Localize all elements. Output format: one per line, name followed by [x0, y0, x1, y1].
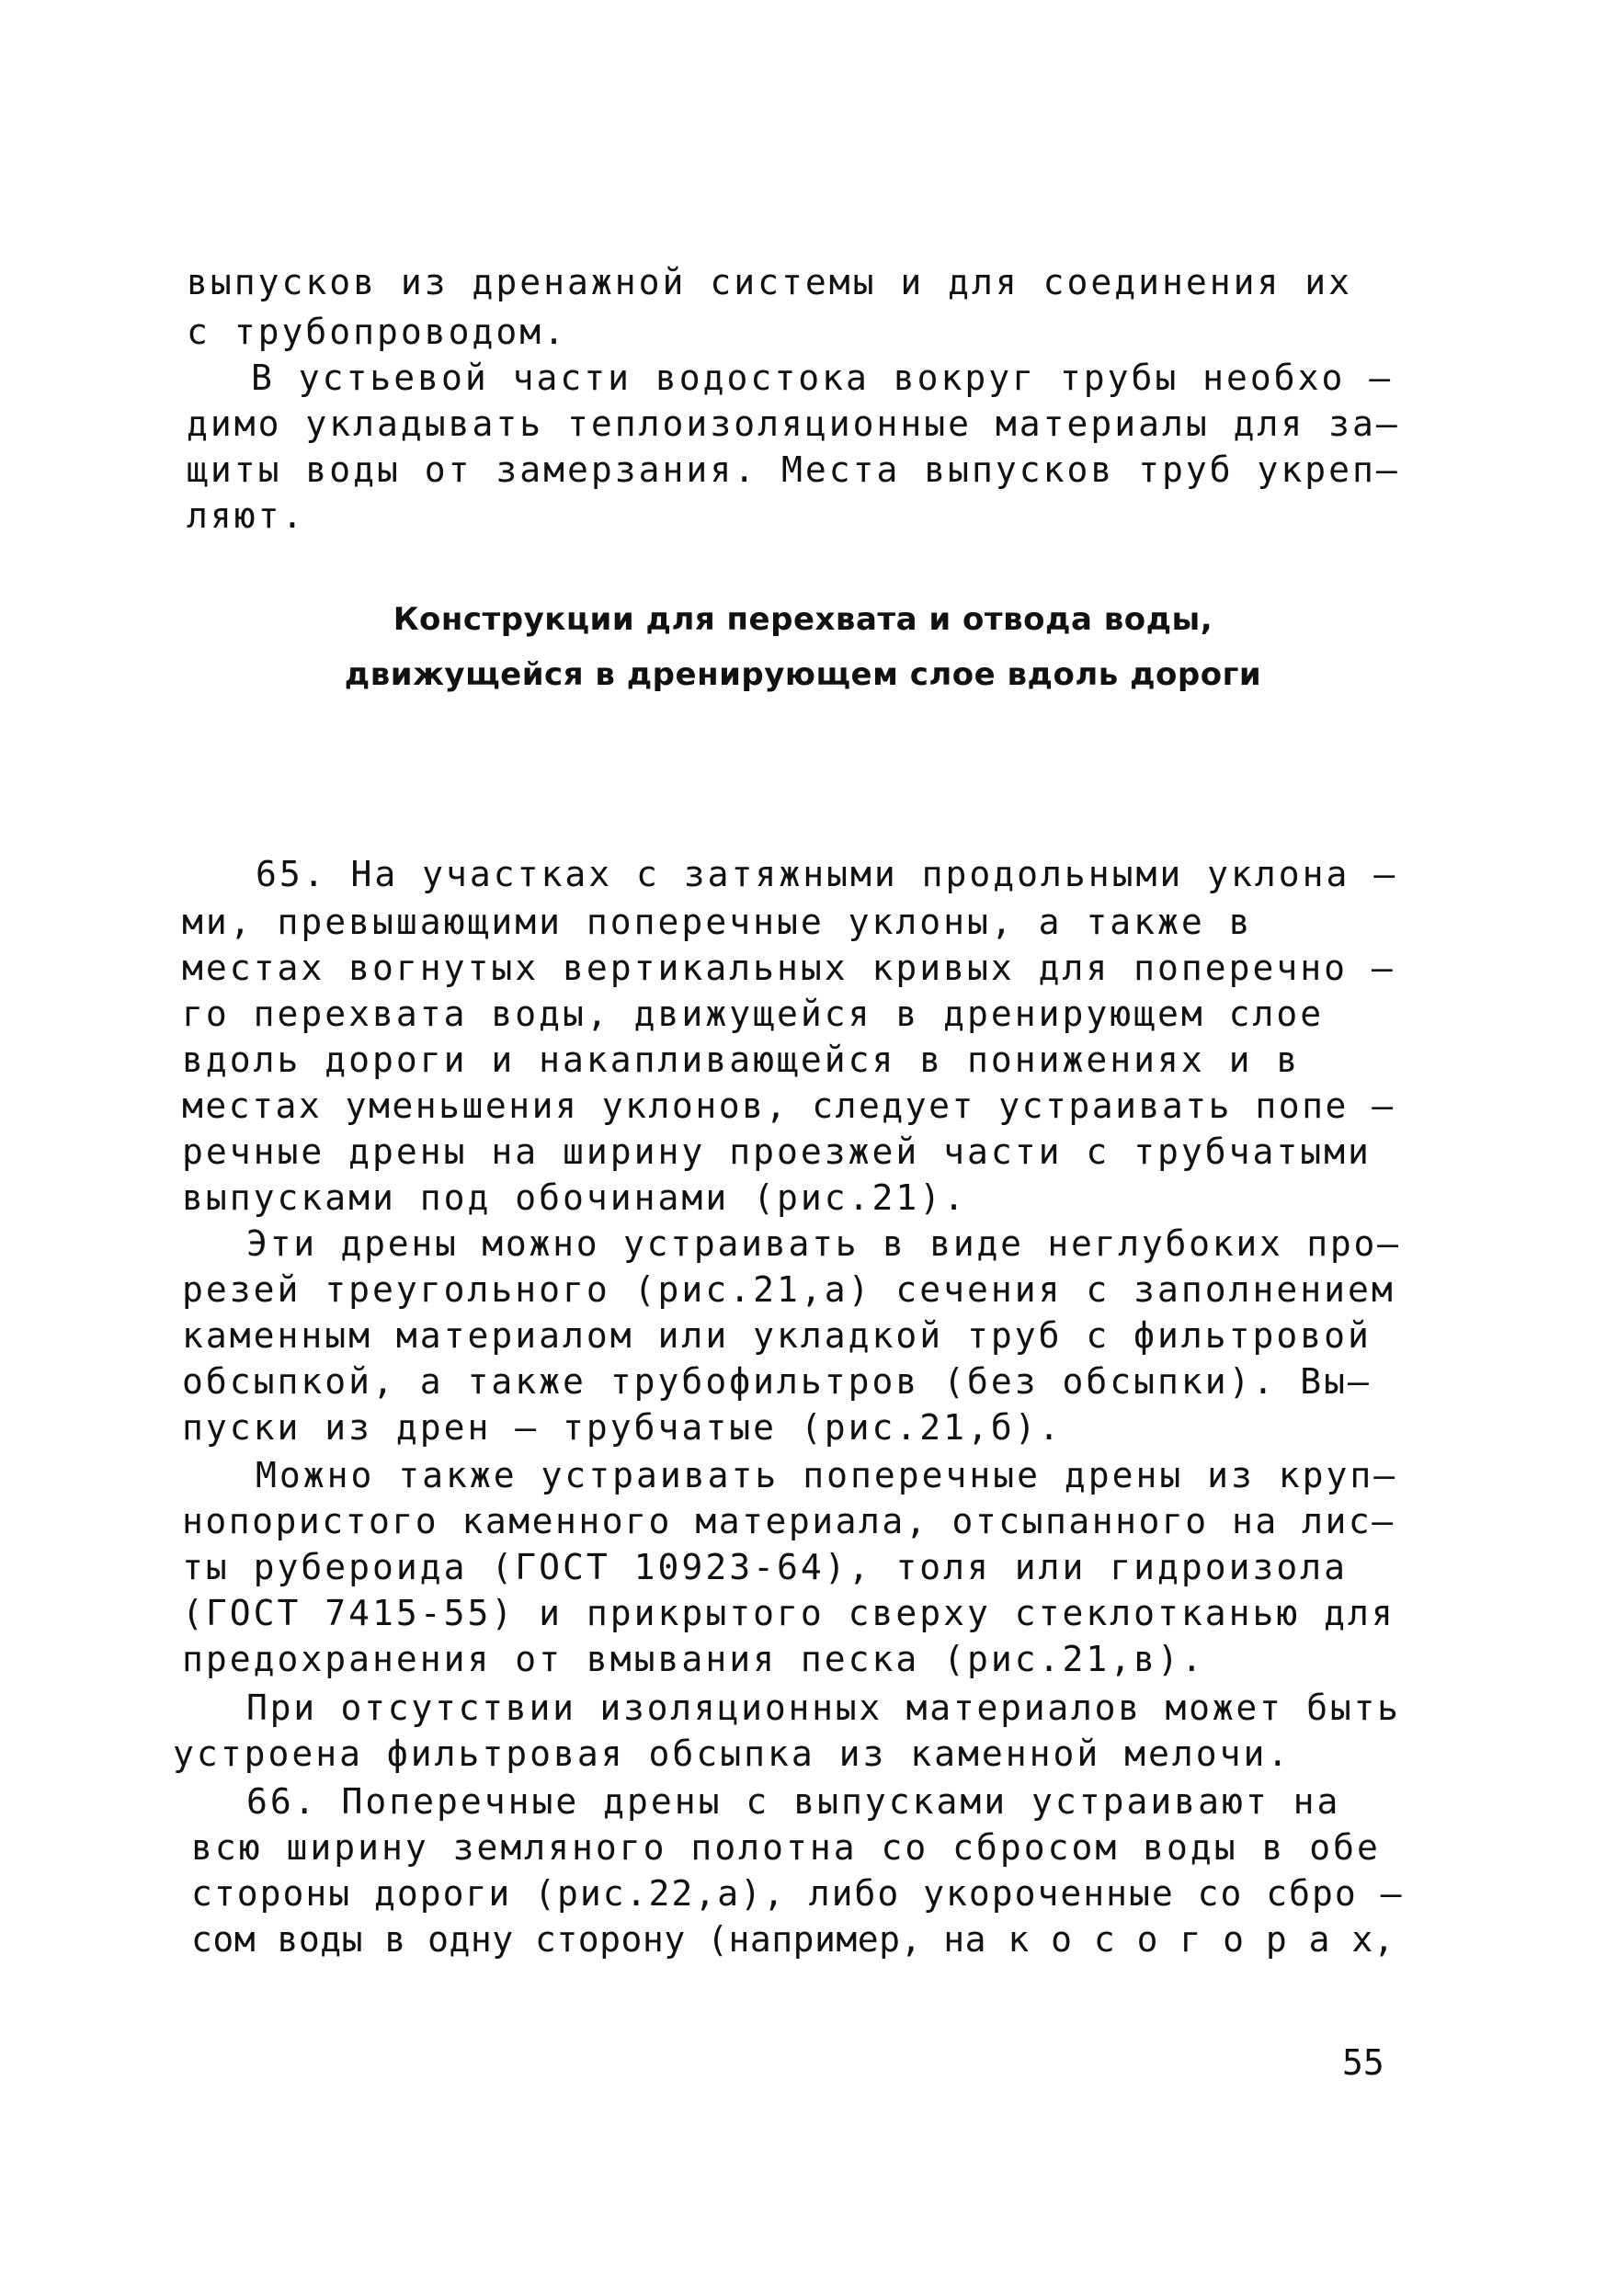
text-line: каменным материалом или укладкой труб с фильтровой — [182, 1315, 1372, 1356]
page-number: 55 — [1342, 2042, 1384, 2083]
text-line: 66. Поперечные дрены с выпусками устраивают на — [246, 1781, 1341, 1822]
text-line: вдоль дороги и накапливающейся в понижениях и в — [182, 1040, 1301, 1080]
text-line: нопористого каменного материала, отсыпанного на лис– — [182, 1501, 1395, 1541]
text-line: Можно также устраивать поперечные дрены из круп– — [256, 1455, 1398, 1495]
text-line: устроена фильтровая обсыпка из каменной мелочи. — [173, 1733, 1292, 1774]
text-line: Эти дрены можно устраивать в виде неглубоких про– — [246, 1223, 1401, 1264]
text-line: с трубопроводом. — [187, 312, 568, 352]
text-line: предохранения от вмывания песка (рис.21,в). — [182, 1639, 1205, 1679]
text-line: всю ширину земляного полотна со сбросом воды в обе — [191, 1827, 1381, 1868]
text-line: стороны дороги (рис.22,а), либо укороченные со сбро – — [191, 1873, 1404, 1914]
text-line: При отсутствии изоляционных материалов может быть — [246, 1688, 1401, 1728]
text-line: местах уменьшения уклонов, следует устраивать попе – — [182, 1085, 1395, 1126]
text-line: выпусков из дренажной системы и для соединения их — [187, 262, 1353, 302]
text-line: местах вогнутых вертикальных кривых для поперечно – — [182, 948, 1395, 988]
text-line: (ГОСТ 7415-55) и прикрытого сверху стеклотканью для — [182, 1593, 1395, 1633]
text-line: резей треугольного (рис.21,а) сечения с заполнением — [182, 1269, 1395, 1310]
text-line: ляют. — [187, 495, 306, 536]
text-line: В устьевой части водостока вокруг трубы необхо – — [251, 358, 1394, 398]
section-heading-line-2: движущейся в дренирующем слое вдоль дороги — [344, 656, 1262, 693]
text-line: 65. На участках с затяжными продольными уклона – — [256, 854, 1398, 894]
text-line: димо укладывать теплоизоляционные материалы для за– — [187, 404, 1400, 444]
text-line: щиты воды от замерзания. Места выпусков труб укреп– — [187, 449, 1400, 490]
text-line: пуски из дрен – трубчатые (рис.21,б). — [182, 1407, 1063, 1448]
text-line: ты рубероида (ГОСТ 10923-64), толя или гидроизола — [182, 1547, 1349, 1587]
text-line: ми, превышающими поперечные уклоны, а также в — [182, 902, 1253, 942]
section-heading-line-1: Конструкции для перехвата и отвода воды, — [393, 601, 1213, 638]
text-line: сом воды в одну сторону (например, на к о с о г о р а х, — [191, 1919, 1395, 1960]
text-line: речные дрены на ширину проезжей части с трубчатыми — [182, 1131, 1372, 1172]
text-line: обсыпкой, а также трубофильтров (без обсыпки). Вы– — [182, 1361, 1372, 1402]
text-line: го перехвата воды, движущейся в дренирующем слое — [182, 994, 1325, 1034]
text-line: выпусками под обочинами (рис.21). — [182, 1177, 967, 1218]
